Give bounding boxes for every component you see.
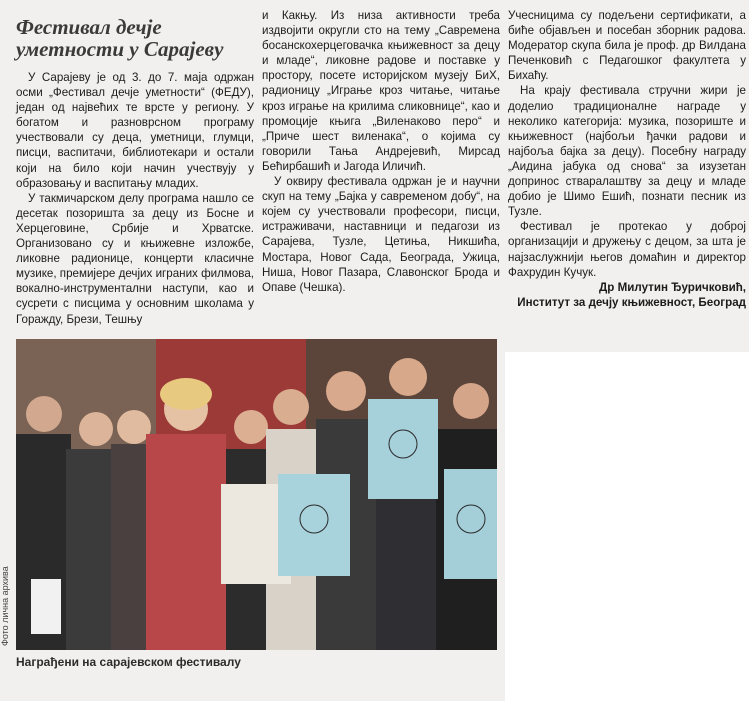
paragraph: У Сарајеву је од 3. до 7. маја одржан осми „Фестивал дечје уметности“ (ФЕДУ), један од највећих те врсте у региону. У богатом и разноврсном програму учествовали су деца, уметници, глумци, писци, васпитачи, библиотекари и остали који на било који начин учествују у образовању и васпитању младих. [16, 71, 254, 190]
photo-caption: Награђени на сарајевском фестивалу [16, 655, 241, 669]
paragraph: Учесницима су подељени сертификати, а биће објављен и посебан зборник радова. Модератор скупа била је проф. др Вилдана Печенковић с Педагошког факултета у Бихаћу. [508, 9, 746, 83]
paragraph: На крају фестивала стручни жири је доделио традиционалне награде у неколико категорија: музика, позориште и књижевност (најбољи ђачки радови и најбоља бајка за децу). Посебну награду „Аидина јабука од снова“ за изузетан допринос стваралаштву за децу и младе добио је Шимо Ешић, познати песник из Тузле. [508, 84, 746, 219]
paragraph: Фестивал је протекао у доброј организацији и дружењу с децом, за шта је најзаслужнији његов домаћин и директор Фахрудин Кучук. [508, 220, 746, 279]
paragraph: У такмичарском делу програма нашло се десетак позоришта за децу из Босне и Херцеговине, Србије и Хрватске. Организовано су и књижевне изложбе, ликовне радионице, концерти класичне музике, премијере дечјих играних филмова, вокално-инструментални наступи, као и сусрети с писцима у основним школама у Горажду, Брези, Тешњу [16, 191, 254, 326]
author-signature: Др Милутин Ђуричковић, [599, 280, 746, 294]
photo-credit: Фото лична архива [0, 566, 10, 646]
photo-illustration [16, 339, 497, 650]
paragraph: и Какњу. Из низа активности треба издвојити округли сто на тему „Савремена босанскохерцеговачка књижевност за децу и младе“, ликовне радове и поставке у простору, посете историјском музеју БиХ, радионицу „Играње кроз читање, читање кроз играње на крилима сликовнице“, као и промоције књига „Виленаково перо“ и „Приче шест виленака“, о којима су говорили Тања Андрејевић, Мирсад Бећирбашић и Јагода Иличић. [262, 9, 500, 173]
column-3 [508, 8, 746, 310]
paragraph: У оквиру фестивала одржан је и научни скуп на тему „Бајка у савременом добу“, на којем су учествовали професори, писци, истраживачи, наставници и педагози из Сарајева, Тузле, Цетиња, Никшића, Мостара, Новог Сада, Београда, Ужица, Ниша, Новог Пазара, Славонског Брода и Опаве (Чешка). [262, 175, 500, 294]
article-headline: Фестивал дечје уметности у Сарајеву [16, 15, 224, 61]
column-1 [16, 8, 254, 327]
author-institution: Институт за дечју књижевност, Београд [517, 295, 746, 309]
blank-area [505, 352, 749, 701]
column-2 [262, 8, 500, 295]
group-photo [16, 339, 497, 650]
